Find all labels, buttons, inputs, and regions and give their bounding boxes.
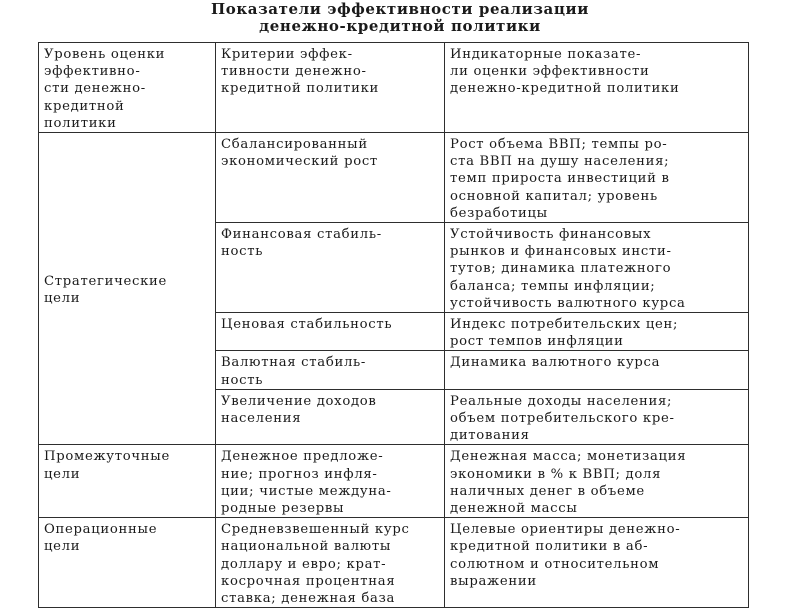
- indicator-text: Денежная масса; монетизация экономики в % к ВВП; доля наличных денег в объеме денежной массы: [450, 449, 687, 517]
- group-cell-intermediate: [39, 445, 216, 518]
- page-title-line-1: Показатели эффективности реализации: [210, 0, 590, 18]
- page-title-line-2: денежно-кредитной политики: [259, 17, 541, 35]
- indicator-cell: [445, 313, 749, 351]
- header-criteria-text: Критерии эффек- тивности денежно- кредитной политики: [221, 47, 380, 97]
- header-indicators-text: Индикаторные показате- ли оценки эффективности денежно-кредитной политики: [450, 47, 680, 97]
- header-cell-indicators: [445, 43, 749, 133]
- indicator-text: Целевые ориентиры денежно- кредитной политики в аб- солютном и относительном выражении: [450, 522, 681, 589]
- indicator-text: Динамика валютного курса: [450, 355, 661, 371]
- indicator-text: Устойчивость финансовых рынков и финансовых инсти- тутов; динамика платежного баланса; темпы инфляции; устойчивость валютного курса: [450, 227, 686, 311]
- group-cell-strategic: [39, 133, 216, 445]
- criterion-text: Финансовая стабиль- ность: [221, 227, 382, 260]
- criterion-text: Денежное предложе- ние; прогноз инфля- ции; чистые междуна- родные резервы: [221, 449, 392, 517]
- indicator-cell: [445, 223, 749, 313]
- indicator-text: Реальные доходы населения; объем потребительского кре- дитования: [450, 393, 675, 444]
- criterion-cell: [216, 133, 445, 223]
- group-cell-operational: [39, 518, 216, 608]
- indicator-text: Рост объема ВВП; темпы ро- ста ВВП на душу населения; темп прироста инвестиций в основной капитал; уровень безработицы: [450, 137, 670, 221]
- criterion-text: Увеличение доходов населения: [221, 393, 377, 427]
- header-level-text: Уровень оценки эффективно- сти денежно- кредитной политики: [44, 47, 166, 131]
- criterion-cell: [216, 389, 445, 445]
- group-label-strategic: Стратегические цели: [44, 274, 168, 307]
- table-row: [39, 445, 749, 518]
- group-label-operational: Операционные цели: [44, 522, 158, 555]
- indicator-cell: [445, 518, 749, 608]
- table-row: [39, 518, 749, 608]
- indicator-text: Индекс потребительских цен; рост темпов инфляции: [450, 317, 679, 350]
- criterion-text: Средневзвешенный курс национальной валюты доллару и евро; крат- косрочная процентная ставка; денежная база: [221, 522, 410, 607]
- criterion-text: Ценовая стабильность: [221, 317, 393, 333]
- criterion-text: Валютная стабиль- ность: [221, 355, 367, 388]
- table-row: [39, 133, 749, 223]
- indicator-cell: [445, 133, 749, 223]
- efficiency-indicators-table: [38, 42, 749, 608]
- header-cell-criteria: [216, 43, 445, 133]
- criterion-text: Сбалансированный экономический рост: [221, 137, 378, 170]
- indicator-cell: [445, 389, 749, 445]
- criterion-cell: [216, 445, 445, 518]
- group-label-intermediate: Промежуточные цели: [44, 449, 170, 482]
- criterion-cell: [216, 313, 445, 351]
- header-row: [39, 43, 749, 133]
- criterion-cell: [216, 518, 445, 608]
- criterion-cell: [216, 351, 445, 389]
- indicator-cell: [445, 351, 749, 389]
- header-cell-level: [39, 43, 216, 133]
- criterion-cell: [216, 223, 445, 313]
- indicator-cell: [445, 445, 749, 518]
